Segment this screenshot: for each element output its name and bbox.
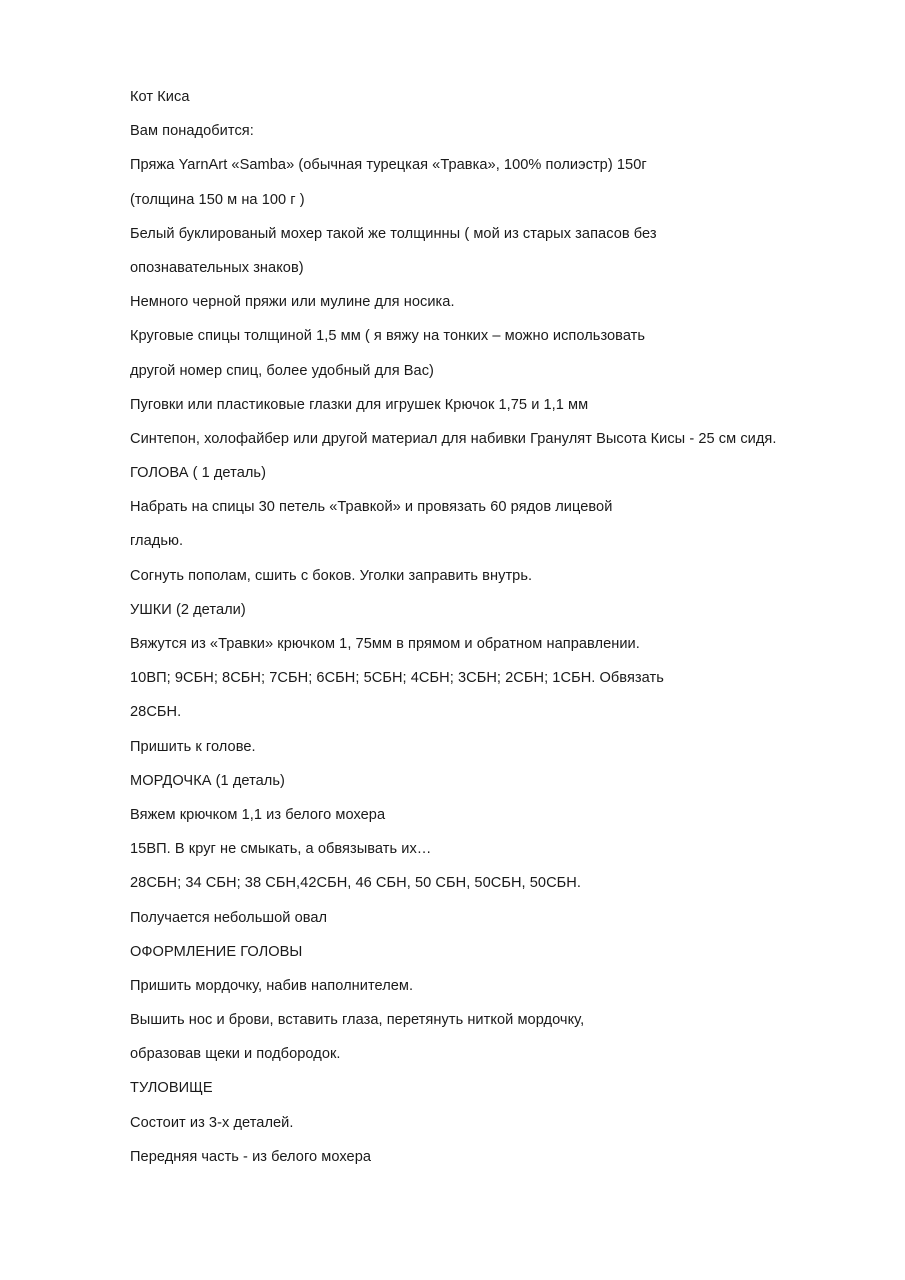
text-line: Вяжем крючком 1,1 из белого мохера xyxy=(130,806,386,823)
text-line: Вам понадобится: xyxy=(130,123,254,140)
text-line: Круговые спицы толщиной 1,5 мм ( я вяжу на тонких – можно использовать xyxy=(130,328,646,345)
text-line: Набрать на спицы 30 петель «Травкой» и провязать 60 рядов лицевой xyxy=(130,499,613,516)
section-heading: УШКИ (2 детали) xyxy=(130,601,246,618)
text-line: Получается небольшой овал xyxy=(130,909,328,926)
text-line: опознавательных знаков) xyxy=(130,259,304,276)
text-line: Пришить мордочку, набив наполнителем. xyxy=(130,977,414,994)
document-title: Кот Киса xyxy=(130,89,190,105)
text-line: (толщина 150 м на 100 г ) xyxy=(130,191,305,208)
text-line: Вяжутся из «Травки» крючком 1, 75мм в прямом и обратном направлении. xyxy=(130,636,640,652)
section-heading: МОРДОЧКА (1 деталь) xyxy=(130,772,285,789)
text-line: Пуговки или пластиковые глазки для игрушек Крючок 1,75 и 1,1 мм xyxy=(130,396,589,413)
text-line: Передняя часть - из белого мохера xyxy=(130,1148,372,1165)
section-heading: ГОЛОВА ( 1 деталь) xyxy=(130,465,266,482)
text-line: 15ВП. В круг не смыкать, а обвязывать их… xyxy=(130,841,432,858)
text-line: Состоит из 3-х деталей. xyxy=(130,1114,294,1131)
document-text xyxy=(130,85,850,1179)
section-heading: ОФОРМЛЕНИЕ ГОЛОВЫ xyxy=(130,943,303,960)
text-line: 28СБН; 34 СБН; 38 СБН,42СБН, 46 СБН, 50 СБН, 50СБН, 50СБН. xyxy=(130,875,581,892)
text-line: гладью. xyxy=(130,533,184,550)
text-line: Согнуть пополам, сшить с боков. Уголки заправить внутрь. xyxy=(130,567,533,584)
section-heading: ТУЛОВИЩЕ xyxy=(130,1080,213,1097)
text-line: Вышить нос и брови, вставить глаза, перетянуть ниткой мордочку, xyxy=(130,1012,585,1029)
text-line: образовав щеки и подбородок. xyxy=(130,1046,341,1063)
text-line: 28СБН. xyxy=(130,704,182,721)
text-line: Пряжа YarnArt «Samba» (обычная турецкая «Травка», 100% полиэстр) 150г xyxy=(130,157,647,174)
text-line: Синтепон, холофайбер или другой материал для набивки Гранулят Высота Кисы - 25 см сидя. xyxy=(130,430,777,447)
text-line: другой номер спиц, более удобный для Вас) xyxy=(130,362,434,379)
text-line: Пришить к голове. xyxy=(130,738,256,755)
text-line: Немного черной пряжи или мулине для носика. xyxy=(130,294,455,311)
text-line: Белый буклированый мохер такой же толщинны ( мой из старых запасов без xyxy=(130,225,657,242)
text-line: 10ВП; 9СБН; 8СБН; 7СБН; 6СБН; 5СБН; 4СБН; 3СБН; 2СБН; 1СБН. Обвязать xyxy=(130,670,664,687)
